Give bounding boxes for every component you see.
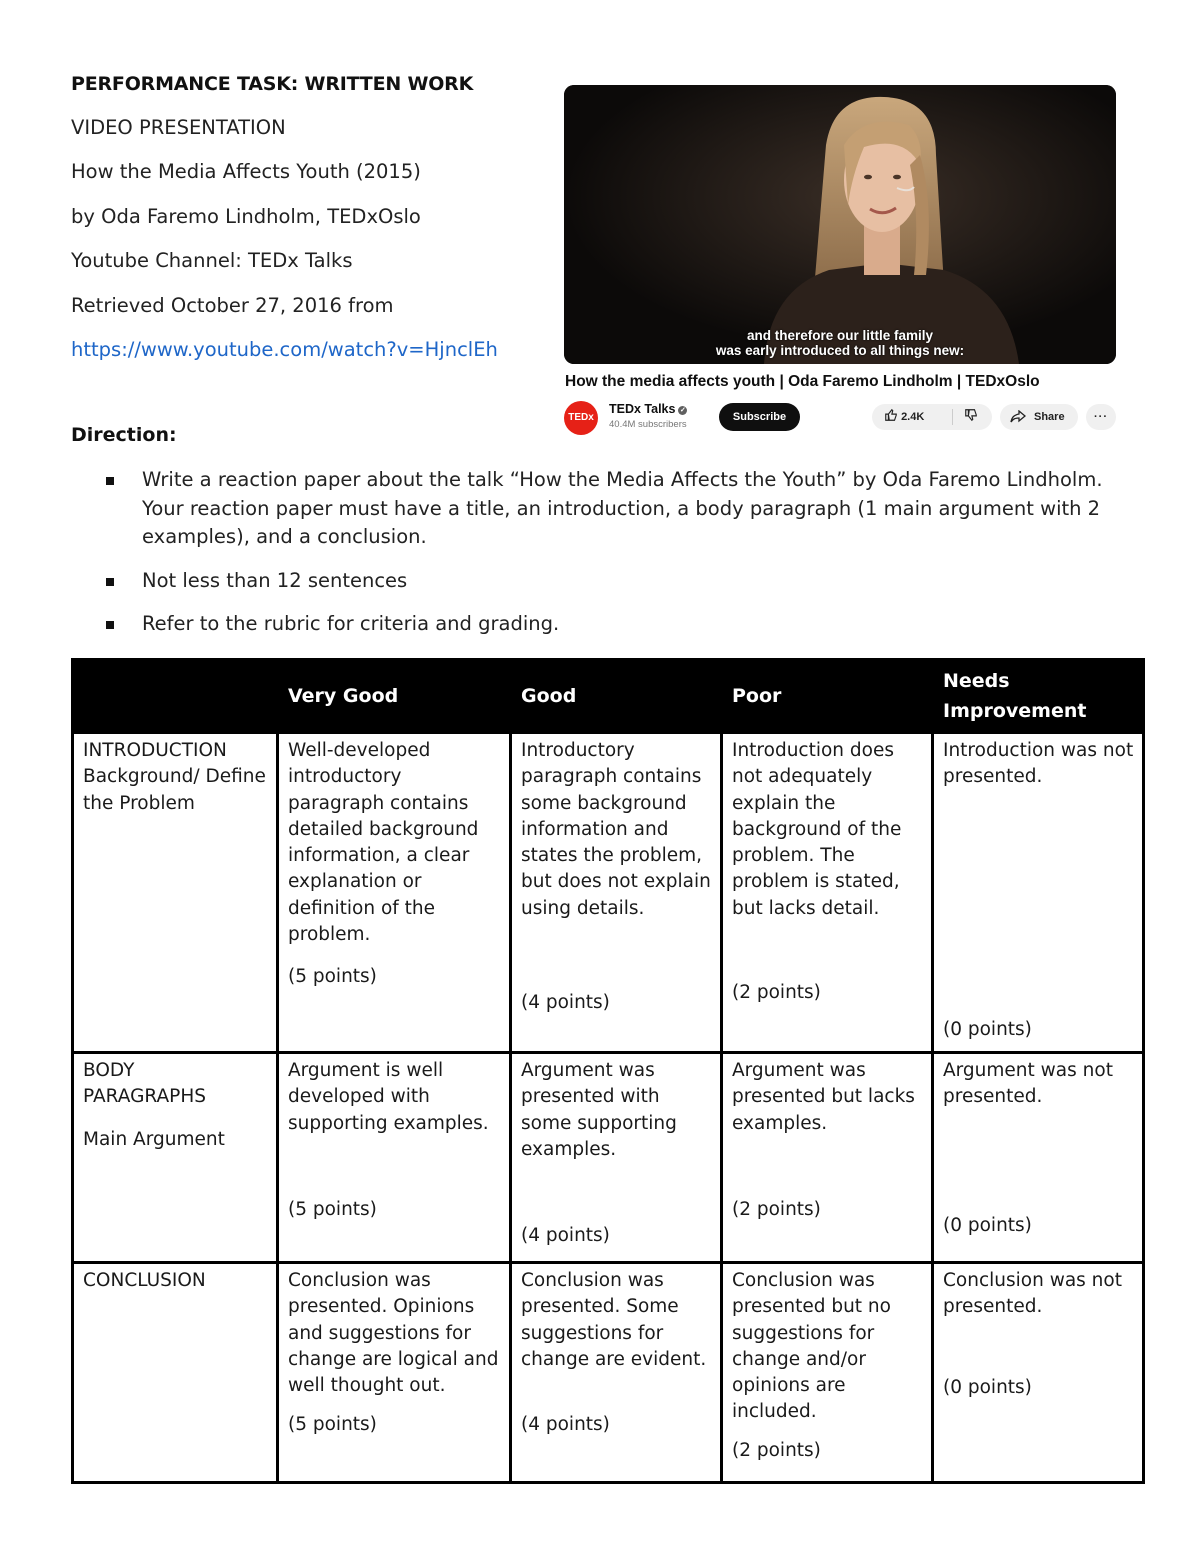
header-line-author: by Oda Faremo Lindholm, TEDxOslo bbox=[71, 204, 421, 228]
cell-text: Argument was presented but lacks examples. bbox=[732, 1060, 915, 1134]
video-title[interactable]: How the media affects youth | Oda Faremo Lindholm | TEDxOslo bbox=[565, 373, 1040, 390]
header-line-title: How the Media Affects Youth (2015) bbox=[71, 160, 421, 184]
cell-text: Argument was presented with some supporting examples. bbox=[521, 1060, 677, 1160]
rubric-cell bbox=[722, 733, 933, 1053]
rubric-cell bbox=[933, 1263, 1144, 1483]
rubric-cell bbox=[722, 1263, 933, 1483]
criterion-cell: INTRODUCTION Background/ Define the Problem bbox=[73, 733, 278, 1053]
bullet-icon bbox=[106, 621, 114, 629]
rubric-header-good: Good bbox=[511, 660, 722, 733]
cell-text: Introductory paragraph contains some background information and states the problem, but does not explain using details. bbox=[521, 740, 711, 919]
caption-line-2: was early introduced to all things new: bbox=[715, 343, 965, 358]
cell-points: (2 points) bbox=[732, 1199, 821, 1220]
cell-points: (2 points) bbox=[732, 1440, 821, 1461]
cell-points: (4 points) bbox=[521, 1225, 610, 1246]
video-caption bbox=[564, 328, 1116, 358]
like-icon bbox=[884, 408, 898, 422]
like-button[interactable] bbox=[884, 404, 924, 430]
dislike-button[interactable] bbox=[964, 404, 978, 430]
assignment-header bbox=[71, 70, 541, 380]
bullet-icon bbox=[106, 578, 114, 586]
dislike-icon bbox=[964, 408, 978, 422]
cell-text: Conclusion was presented. Opinions and suggestions for change are logical and well thought out. bbox=[288, 1270, 499, 1397]
rubric-row-introduction bbox=[73, 733, 1144, 1053]
channel-logo[interactable]: TEDx bbox=[564, 401, 598, 435]
rubric-cell bbox=[511, 1263, 722, 1483]
header-line-format: VIDEO PRESENTATION bbox=[71, 116, 286, 139]
criterion-cell bbox=[73, 1053, 278, 1263]
rubric-header-criterion bbox=[73, 660, 278, 733]
like-dislike-pill bbox=[872, 404, 992, 430]
rubric-header-row bbox=[73, 660, 1144, 733]
cell-points: (0 points) bbox=[943, 1019, 1032, 1040]
rubric-cell bbox=[278, 733, 511, 1053]
video-player[interactable] bbox=[564, 85, 1116, 364]
rubric-cell bbox=[511, 1053, 722, 1263]
subscriber-count: 40.4M subscribers bbox=[609, 419, 687, 430]
cell-text: Introduction does not adequately explain the background of the problem. The problem is stated, but lacks detail. bbox=[732, 740, 902, 919]
cell-points: (2 points) bbox=[732, 982, 821, 1003]
criterion-cell: CONCLUSION bbox=[73, 1263, 278, 1483]
direction-list bbox=[106, 466, 1106, 654]
header-line-channel: Youtube Channel: TEDx Talks bbox=[71, 249, 353, 273]
cell-points: (4 points) bbox=[521, 992, 610, 1013]
rubric-header-needs-improvement: Needs Improvement bbox=[933, 660, 1144, 733]
rubric-cell bbox=[278, 1263, 511, 1483]
direction-item bbox=[106, 466, 1106, 552]
share-icon bbox=[1010, 410, 1026, 424]
direction-heading: Direction: bbox=[71, 424, 177, 446]
caption-line-1: and therefore our little family bbox=[746, 328, 934, 343]
cell-text: Argument is well developed with supporting examples. bbox=[288, 1060, 489, 1134]
rubric-header-very-good: Very Good bbox=[278, 660, 511, 733]
cell-points: (0 points) bbox=[943, 1377, 1032, 1398]
like-divider bbox=[952, 409, 953, 425]
rubric-cell bbox=[722, 1053, 933, 1263]
verified-icon: ✓ bbox=[680, 407, 686, 414]
channel-name-text: TEDx Talks bbox=[609, 402, 676, 416]
channel-name[interactable] bbox=[609, 402, 687, 416]
cell-points: (5 points) bbox=[288, 966, 377, 987]
share-button[interactable] bbox=[1000, 404, 1078, 430]
cell-text: Conclusion was presented but no suggestions for change and/or opinions are included. bbox=[732, 1270, 891, 1423]
direction-item-text: Write a reaction paper about the talk “How the Media Affects the Youth” by Oda Faremo Lindholm. Your reaction paper must have a title, an introduction, a body paragraph (1 main argument with 2 examples), and a conclusion. bbox=[142, 468, 1103, 548]
cell-text: Conclusion was presented. Some suggestions for change are evident. bbox=[521, 1270, 707, 1370]
direction-item bbox=[106, 567, 1106, 596]
rubric-table bbox=[71, 658, 1145, 1484]
rubric-cell bbox=[933, 1053, 1144, 1263]
like-count: 2.4K bbox=[901, 411, 925, 423]
criterion-text: BODY PARAGRAPHS bbox=[83, 1060, 206, 1108]
cell-points: (4 points) bbox=[521, 1414, 610, 1435]
header-line-retrieved: Retrieved October 27, 2016 from bbox=[71, 293, 394, 317]
share-label: Share bbox=[1034, 411, 1065, 423]
more-icon[interactable]: ··· bbox=[1086, 404, 1116, 430]
cell-text: Argument was not presented. bbox=[943, 1060, 1113, 1108]
cell-text: Introduction was not presented. bbox=[943, 740, 1134, 788]
direction-item-text: Refer to the rubric for criteria and grading. bbox=[142, 612, 560, 635]
rubric-header-poor: Poor bbox=[722, 660, 933, 733]
cell-text: Well-developed introductory paragraph contains detailed background information, a clear explanation or definition of the problem. bbox=[288, 740, 479, 946]
rubric-cell bbox=[278, 1053, 511, 1263]
rubric-cell bbox=[933, 733, 1144, 1053]
criterion-sub: Main Argument bbox=[83, 1128, 225, 1150]
cell-points: (5 points) bbox=[288, 1199, 377, 1220]
task-title: PERFORMANCE TASK: WRITTEN WORK bbox=[71, 73, 474, 95]
direction-item-text: Not less than 12 sentences bbox=[142, 568, 408, 592]
video-link[interactable]: https://www.youtube.com/watch?v=HjnclEh bbox=[71, 337, 498, 361]
video-frame bbox=[564, 85, 1116, 364]
bullet-icon bbox=[106, 477, 114, 485]
cell-points: (5 points) bbox=[288, 1414, 377, 1435]
cell-text: Conclusion was not presented. bbox=[943, 1270, 1122, 1318]
rubric-row-conclusion bbox=[73, 1263, 1144, 1483]
rubric-cell bbox=[511, 733, 722, 1053]
cell-points: (0 points) bbox=[943, 1215, 1032, 1236]
direction-item bbox=[106, 610, 1106, 639]
channel-bar bbox=[564, 400, 1120, 436]
rubric-row-body bbox=[73, 1053, 1144, 1263]
subscribe-button[interactable]: Subscribe bbox=[719, 403, 800, 431]
